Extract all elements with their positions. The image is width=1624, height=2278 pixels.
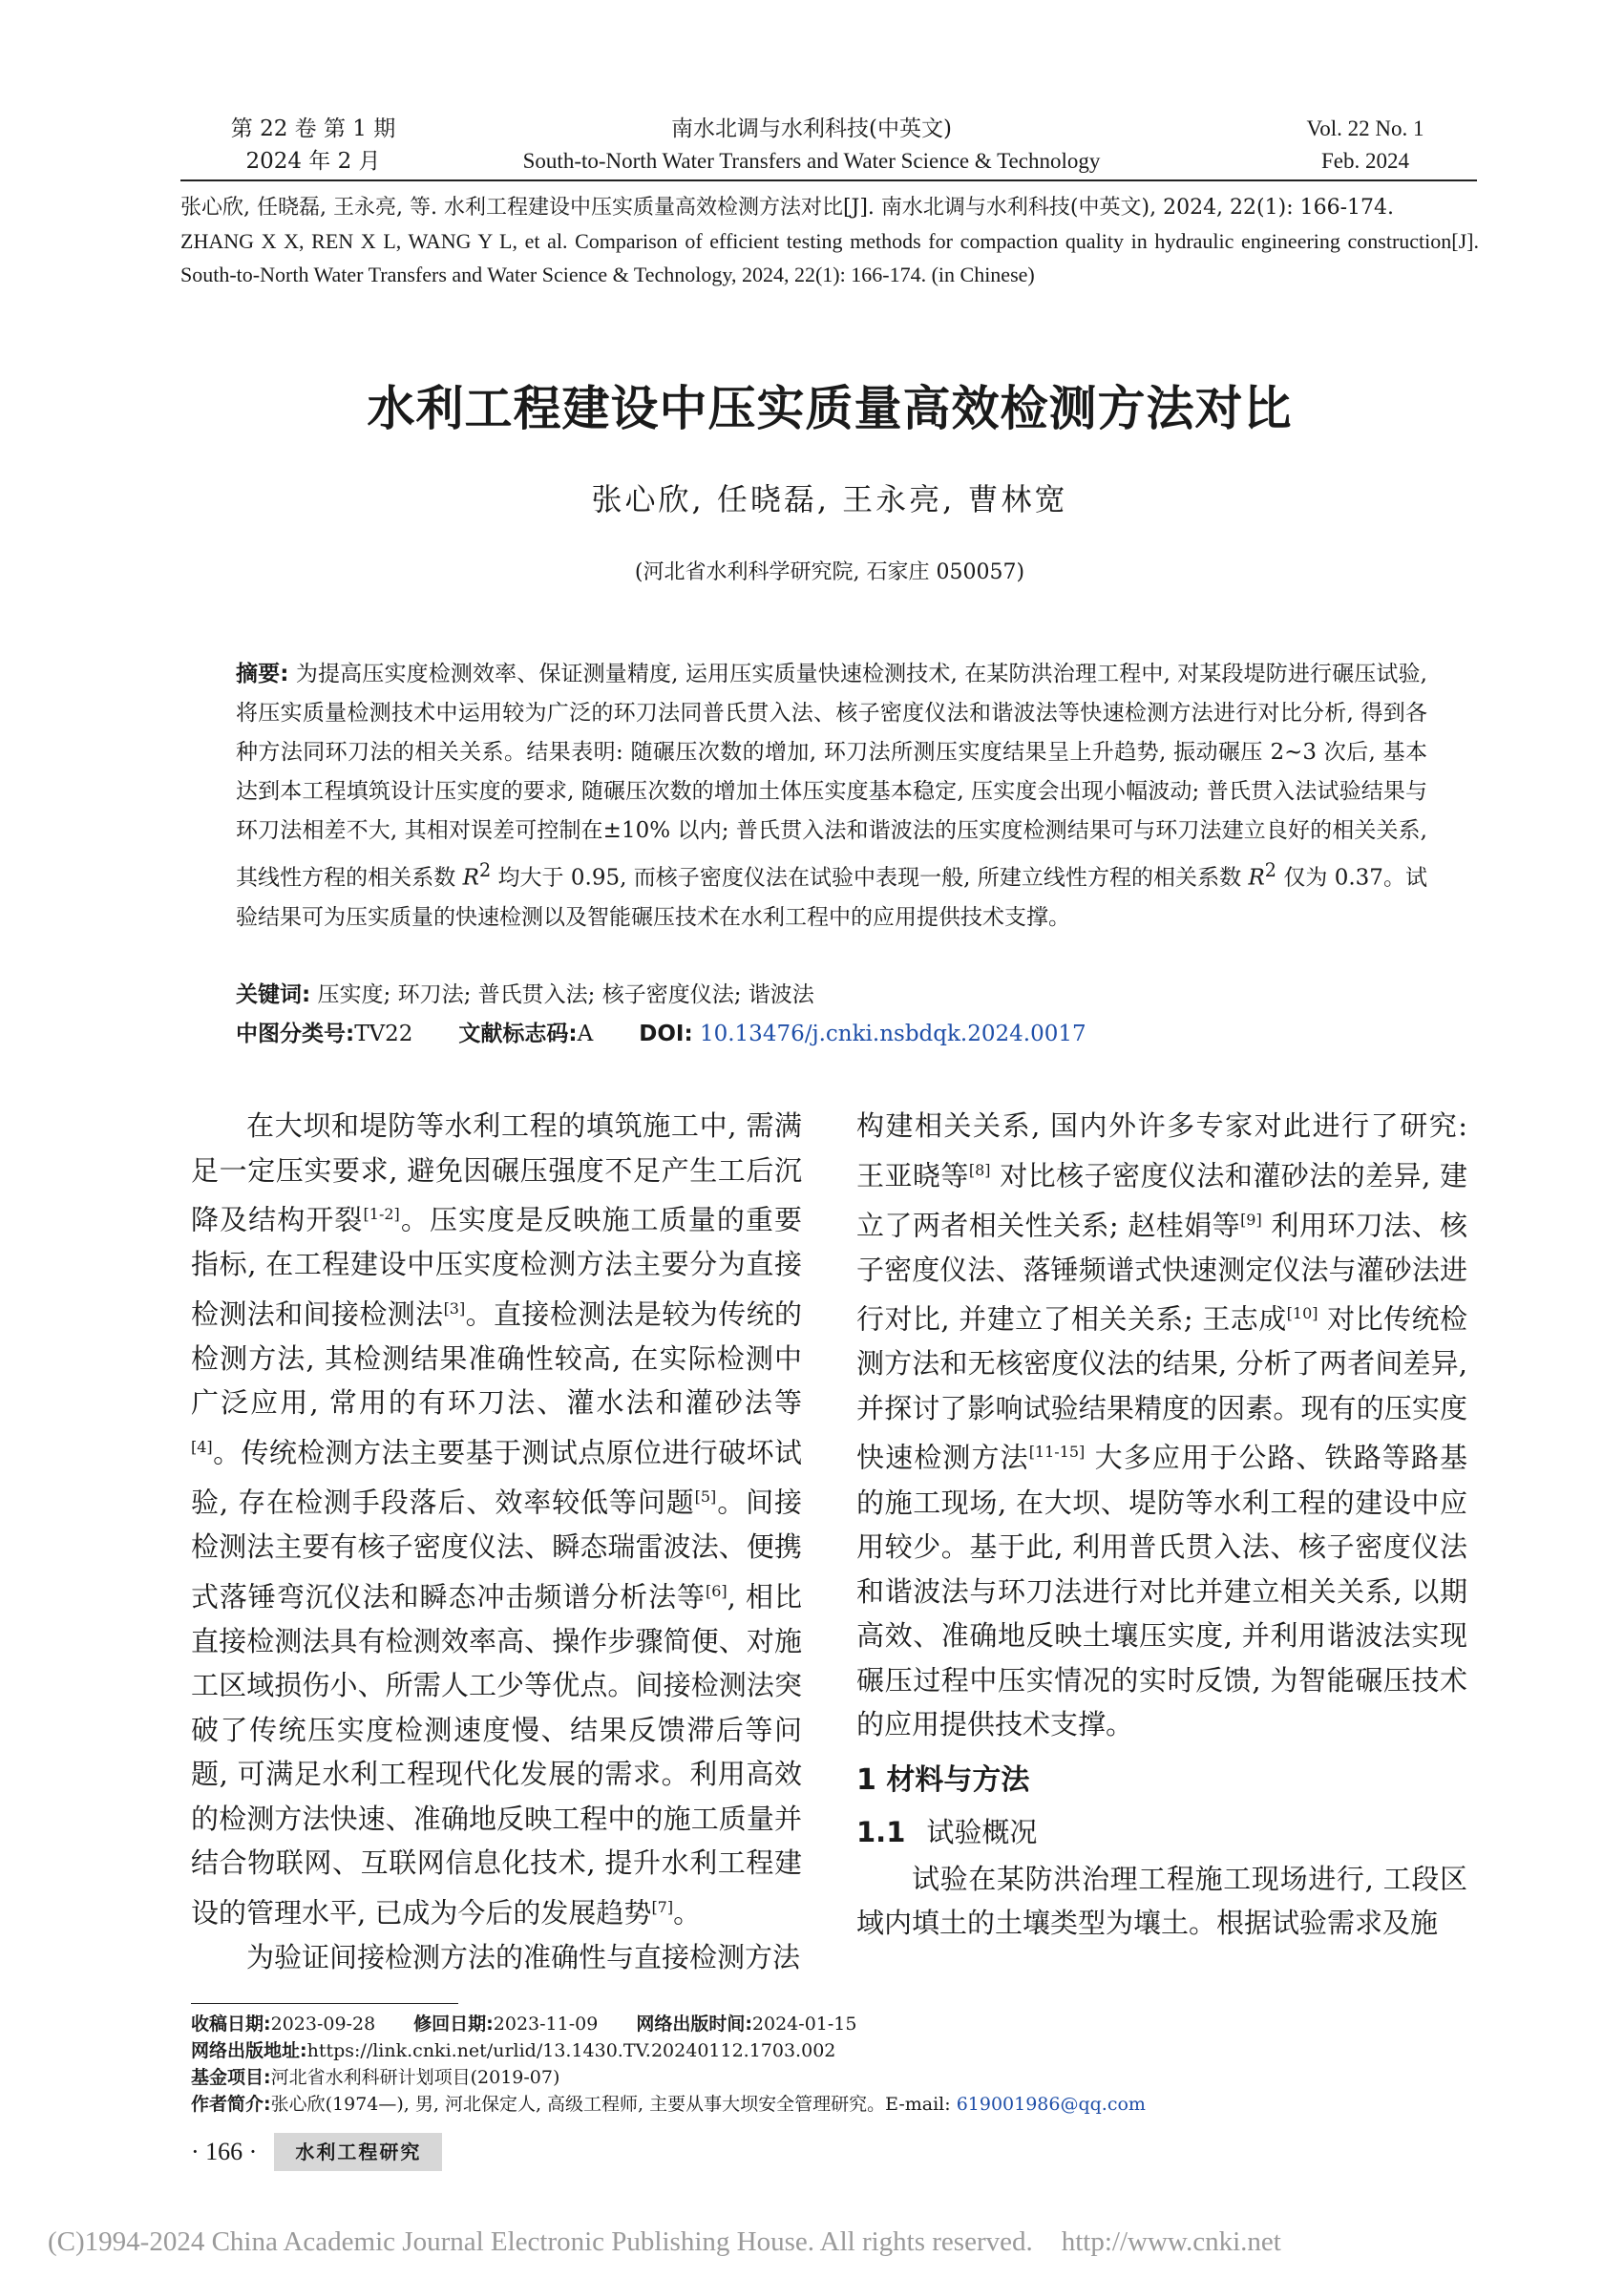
fund-line: 基金项目:河北省水利科研计划项目(2019-07) (191, 2067, 560, 2088)
doi-link[interactable]: 10.13476/j.cnki.nsbdqk.2024.0017 (699, 1022, 1086, 1046)
paper-title: 水利工程建设中压实质量高效检测方法对比 (367, 381, 1293, 436)
citation-ref[interactable]: [8] (968, 1160, 991, 1179)
body-left-column (191, 1104, 802, 1979)
dates-line: 收稿日期:2023-09-28 修回日期:2023-11-09 网络出版时间:2024-01-15 (191, 2014, 857, 2035)
copyright-text: (C)1994-2024 China Academic Journal Electronic Publishing House. All rights reserved. (48, 2226, 1033, 2257)
body-paragraph: 在大坝和堤防等水利工程的填筑施工中, 需满足一定压实要求, 避免因碾压强度不足产生工后沉降及结构开裂[1-2]。压实度是反映施工质量的重要指标, 在工程建设中压实度检测方法主要分为直接检测法和间接检测法[3]。直接检测法是较为传统的检测方法, 其检测结果准确性较高, 在实际检测中广泛应用, 常用的有环刀法、灌水法和灌砂法等[4]。传统检测方法主要基于测试点原位进行破坏试验, 存在检测手段落后、效率较低等问题[5]。间接检测法主要有核子密度仪法、瞬态瑞雷波法、便携式落锤弯沉仪法和瞬态冲击频谱分析法等[6], 相比直接检测法具有检测效率高、操作步骤简便、对施工区域损伤小、所需人工少等优点。间接检测法突破了传统压实度检测速度慢、结果反馈滞后等问题, 可满足水利工程现代化发展的需求。利用高效的检测方法快速、准确地反映工程中的施工质量并结合物联网、互联网信息化技术, 提升水利工程建设的管理水平, 已成为今后的发展趋势[7]。 (191, 1109, 802, 1930)
body-paragraph: 试验在某防洪治理工程施工现场进行, 工段区域内填土的土壤类型为壤土。根据试验需求及施 (856, 1862, 1467, 1940)
author-email-link[interactable]: 619001986@qq.com (956, 2094, 1146, 2115)
header-journal-en: South-to-North Water Transfers and Water Science & Technology (522, 149, 1101, 173)
header-vol-no: Vol. 22 No. 1 (1306, 116, 1424, 140)
keywords-label: 关键词: (236, 982, 311, 1007)
citation-ref[interactable]: [1-2] (363, 1205, 400, 1223)
footnotes (191, 2011, 1470, 2118)
subsection-heading (856, 1810, 1467, 1855)
column-badge: 水利工程研究 (274, 2133, 442, 2171)
citation-ref[interactable]: [10] (1286, 1304, 1318, 1323)
copyright-line (48, 2226, 1575, 2258)
abstract (236, 655, 1427, 938)
citation-ref[interactable]: [9] (1240, 1210, 1262, 1229)
online-url-line: 网络出版地址:https://link.cnki.net/urlid/13.1430.TV.20240112.1703.002 (191, 2040, 836, 2061)
r2-symbol: R (1248, 865, 1265, 891)
abstract-text-2: 均大于 0.95, 而核子密度仪法在试验中表现一般, 所建立线性方程的相关系数 (491, 865, 1249, 891)
body-paragraph: 构建相关关系, 国内外许多专家对此进行了研究: 王亚晓等[8] 对比核子密度仪法和灌砂法的差异, 建立了两者相关性关系; 赵桂娟等[9] 利用环刀法、核子密度仪法、落锤频谱式快速测定仪法与灌砂法进行对比, 并建立了相关关系; 王志成[10] 对比传统检测方法和无核密度仪法的结果, 分析了两者间差异, 并探讨了影响试验结果精度的因素。现有的压实度快速检测方法[11-15] 大多应用于公路、铁路等路基的施工现场, 在大坝、堤防等水利工程的建设中应用较少。基于此, 利用普氏贯入法、核子密度仪法和谐波法与环刀法进行对比并建立相关关系, 以期高效、准确地反映土壤压实度, 并利用谐波法实现碾压过程中压实情况的实时反馈, 为智能碾压技术的应用提供技术支撑。 (856, 1109, 1467, 1741)
header-journal-name (516, 113, 1107, 178)
page-footer (191, 2133, 442, 2171)
cnki-url[interactable]: http://www.cnki.net (1061, 2226, 1281, 2257)
citation-block (180, 191, 1479, 291)
page-number: · 166 · (191, 2138, 258, 2165)
citation-ref[interactable]: [3] (443, 1298, 466, 1318)
header-rule (180, 179, 1477, 181)
header-volume-issue (218, 113, 409, 178)
body-paragraph: 为验证间接检测方法的准确性与直接检测方法 (246, 1940, 801, 1973)
abstract-label: 摘要: (236, 662, 289, 686)
citation-ref[interactable]: [5] (694, 1487, 717, 1506)
subsection-number: 1.1 (856, 1816, 906, 1849)
received-date: 2023-09-28 (270, 2014, 376, 2035)
clc-value: TV22 (354, 1022, 413, 1046)
author-bio: 张心欣(1974—), 男, 河北保定人, 高级工程师, 主要从事大坝安全管理研究。E-mail: (270, 2094, 957, 2115)
abstract-text-1: 为提高压实度检测效率、保证测量精度, 运用压实质量快速检测技术, 在某防洪治理工程中, 对某段堤防进行碾压试验, 将压实质量检测技术中运用较为广泛的环刀法同普氏贯入法、核子密度仪法和谐波法等快速检测方法进行对比分析, 得到各种方法同环刀法的相关关系。结果表明: 随碾压次数的增加, 环刀法所测压实度结果呈上升趋势, 振动碾压 2~3 次后, 基本达到本工程填筑设计压实度的要求, 随碾压次数的增加土体压实度基本稳定, 压实度会出现小幅波动; 普氏贯入法试验结果与环刀法相差不大, 其相对误差可控制在±10% 以内; 普氏贯入法和谐波法的压实度检测结果可与环刀法建立良好的相关关系, 其线性方程的相关系数 (236, 662, 1427, 891)
abstract-text-3: 仅为 0.37。试验结果可为压实质量的快速检测以及智能碾压技术在水利工程中的应用提供技术支撑。 (236, 865, 1427, 930)
header-journal-cn: 南水北调与水利科技(中英文) (671, 116, 952, 141)
clc-label: 中图分类号: (236, 1022, 355, 1046)
online-url[interactable]: https://link.cnki.net/urlid/13.1430.TV.20240112.1703.002 (306, 2040, 836, 2061)
citation-ref[interactable]: [6] (706, 1581, 728, 1600)
citation-cn: 张心欣, 任晓磊, 王永亮, 等. 水利工程建设中压实质量高效检测方法对比[J]. 南水北调与水利科技(中英文), 2024, 22(1): 166-174. (180, 196, 1395, 220)
r2-symbol: R (462, 865, 479, 891)
author-list: 张心欣, 任晓磊, 王永亮, 曹林宽 (591, 481, 1068, 517)
body-right-column (856, 1104, 1467, 1946)
subsection-title: 试验概况 (926, 1816, 1038, 1849)
keywords (236, 976, 1427, 1015)
fund-value: 河北省水利科研计划项目(2019-07) (270, 2067, 560, 2088)
footnote-rule (191, 2003, 458, 2004)
section-heading: 1 材料与方法 (856, 1762, 1030, 1797)
citation-ref[interactable]: [4] (191, 1437, 213, 1456)
doi-label: DOI: (639, 1022, 693, 1046)
doc-code-label: 文献标志码: (458, 1022, 578, 1046)
header-vol-en (1270, 113, 1461, 178)
affiliation: (河北省水利科学研究院, 石家庄 050057) (634, 560, 1025, 584)
citation-ref[interactable]: [7] (651, 1897, 674, 1916)
doc-code-value: A (577, 1022, 594, 1046)
author-bio-line: 作者简介:张心欣(1974—), 男, 河北保定人, 高级工程师, 主要从事大坝安全管理研究。E-mail: 619001986@qq.com (191, 2094, 1146, 2115)
classification-line (236, 1015, 1427, 1054)
header-volume: 第 22 卷 第 1 期 (230, 116, 396, 141)
citation-en: ZHANG X X, REN X L, WANG Y L, et al. Comparison of efficient testing methods for compaction quality in hydraulic engineering construction[J]. South-to-North Water Transfers and Water Science & Technology, 2024, 22(1): 166-174. (in Chinese) (180, 229, 1479, 286)
keywords-text: 压实度; 环刀法; 普氏贯入法; 核子密度仪法; 谐波法 (310, 982, 814, 1007)
revised-date: 2023-11-09 (493, 2014, 599, 2035)
citation-ref[interactable]: [11-15] (1028, 1443, 1086, 1462)
r2-exponent: 2 (478, 859, 492, 881)
header-date: 2024 年 2 月 (245, 149, 381, 174)
header-date-en: Feb. 2024 (1321, 149, 1409, 173)
r2-exponent: 2 (1264, 859, 1276, 881)
online-date: 2024-01-15 (751, 2014, 857, 2035)
